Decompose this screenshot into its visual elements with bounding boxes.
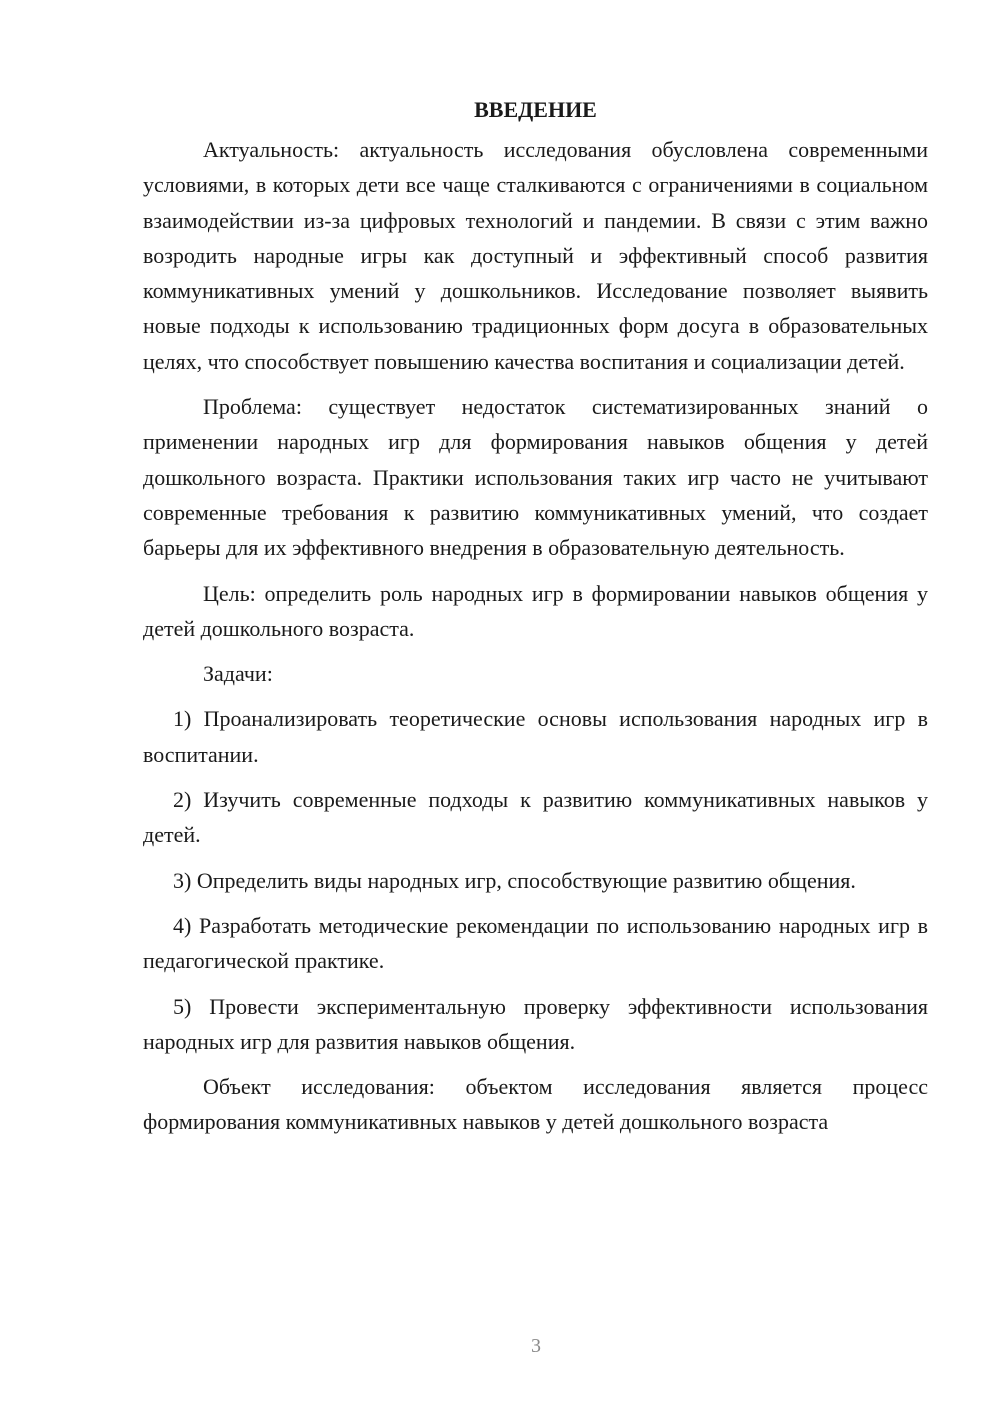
task-item-1: 1) Проанализировать теоретические основы использования народных игр в воспитании. (143, 706, 928, 767)
page-content (143, 92, 928, 1140)
tasks-heading: Задачи: (203, 661, 273, 687)
task-item-5: 5) Провести экспериментальную проверку эффективности использования народных игр для развития навыков общения. (143, 993, 928, 1054)
paragraph-goal: Цель: определить роль народных игр в формировании навыков общения у детей дошкольного возраста. (143, 580, 928, 641)
paragraph-problem: Проблема: существует недостаток систематизированных знаний о применении народных игр для формирования навыков общения у детей дошкольного возраста. Практики использования таких игр часто не учитывают современные требования к развитию коммуникативных умений, что создает барьеры для их эффективного внедрения в образовательную деятельность. (143, 394, 928, 561)
page-title: ВВЕДЕНИЕ (474, 97, 597, 122)
page-number: 3 (531, 1335, 541, 1357)
task-item-3: 3) Определить виды народных игр, способствующие развитию общения. (173, 867, 856, 893)
task-item-4: 4) Разработать методические рекомендации по использованию народных игр в педагогической практике. (143, 912, 928, 974)
paragraph-relevance: Актуальность: актуальность исследования обусловлена современными условиями, в которых дети все чаще сталкиваются с ограничениями в социальном взаимодействии из-за цифровых технологий и пандемии. В связи с этим важно возродить народные игры как доступный и эффективный способ развития коммуникативных умений у дошкольников. Исследование позволяет выявить новые подходы к использованию традиционных форм досуга в образовательных целях, что способствует повышению качества воспитания и социализации детей. (143, 137, 928, 374)
paragraph-object: Объект исследования: объектом исследования является процесс формирования коммуникативных навыков у детей дошкольного возраста (143, 1074, 928, 1135)
tasks-list (143, 701, 928, 1059)
task-item-2: 2) Изучить современные подходы к развитию коммуникативных навыков у детей. (143, 787, 928, 848)
